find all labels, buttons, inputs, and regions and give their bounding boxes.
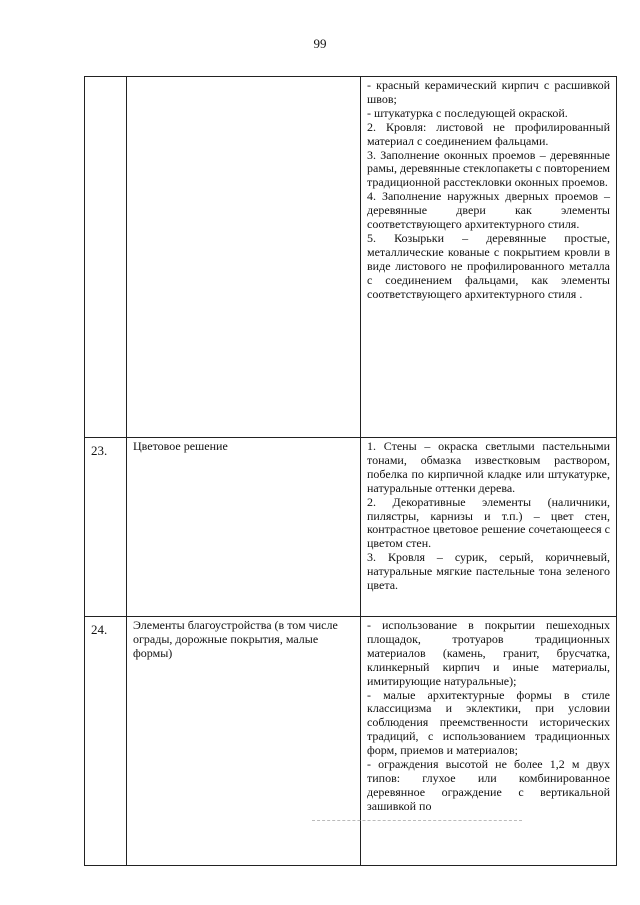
requirement-paragraph: 2. Декоративные элементы (наличники, пилястры, карнизы и т.п.) – цвет стен, контрастное цветовое решение сочетающееся с цветом стен. xyxy=(367,494,610,551)
requirement-paragraph: - ограждения высотой не более 1,2 м двух типов: глухое или комбинированное деревянное ограждение с вертикальной зашивкой по xyxy=(367,757,610,813)
requirement-paragraph: 1. Стены – окраска светлыми пастельными тонами, обмазка известковым раствором, побелка по кирпичной кладке или штукатурке, натуральные оттенки дерева. xyxy=(367,439,610,495)
regulations-table xyxy=(84,76,617,866)
row-requirements xyxy=(361,77,617,438)
requirement-paragraph: 2. Кровля: листовой не профилированный материал с соединением фальцами. xyxy=(367,119,610,148)
table-row xyxy=(85,438,617,617)
row-name: Цветовое решение xyxy=(127,438,361,617)
page-number: 99 xyxy=(313,36,327,51)
requirement-paragraph: - штукатурка с последующей окраской. xyxy=(367,105,568,120)
row-number: 24. xyxy=(85,617,127,866)
row-name xyxy=(127,77,361,438)
row-number: 23. xyxy=(85,438,127,617)
requirement-paragraph: 3. Кровля – сурик, серый, коричневый, натуральные мягкие пастельные тона зеленого цвета. xyxy=(367,550,610,593)
requirement-paragraph: 4. Заполнение наружных дверных проемов – деревянные двери как элементы соответствующего архитектурного стиля. xyxy=(367,189,610,232)
requirement-paragraph: 5. Козырьки – деревянные простые, металлические кованые с покрытием кровли в виде листового не профилированного металла с соединением фальцами, как элементы соответствующего архитектурного стиля . xyxy=(367,230,610,301)
row-number xyxy=(85,77,127,438)
table-row xyxy=(85,617,617,866)
requirement-paragraph: - малые архитектурные формы в стиле классицизма и эклектики, при условии соблюдения преемственности исторических традиций, с использованием традиционных форм, приемов и материалов; xyxy=(367,687,610,758)
row-requirements xyxy=(361,617,617,866)
row-name: Элементы благоустройства (в том числе ограды, дорожные покрытия, малые формы) xyxy=(127,617,361,866)
table-row xyxy=(85,77,617,438)
requirement-paragraph: - использование в покрытии пешеходных площадок, тротуаров традиционных материалов (камень, гранит, брусчатка, клинкерный кирпич и иные материалы, имитирующие натуральные); xyxy=(367,618,610,688)
requirement-paragraph: 3. Заполнение оконных проемов – деревянные рамы, деревянные стеклопакеты с повторением традиционной расстекловки оконных проемов. xyxy=(367,147,610,190)
requirement-paragraph: - красный керамический кирпич с расшивкой швов; xyxy=(367,78,610,106)
scan-artifact-line xyxy=(312,820,522,822)
row-requirements xyxy=(361,438,617,617)
